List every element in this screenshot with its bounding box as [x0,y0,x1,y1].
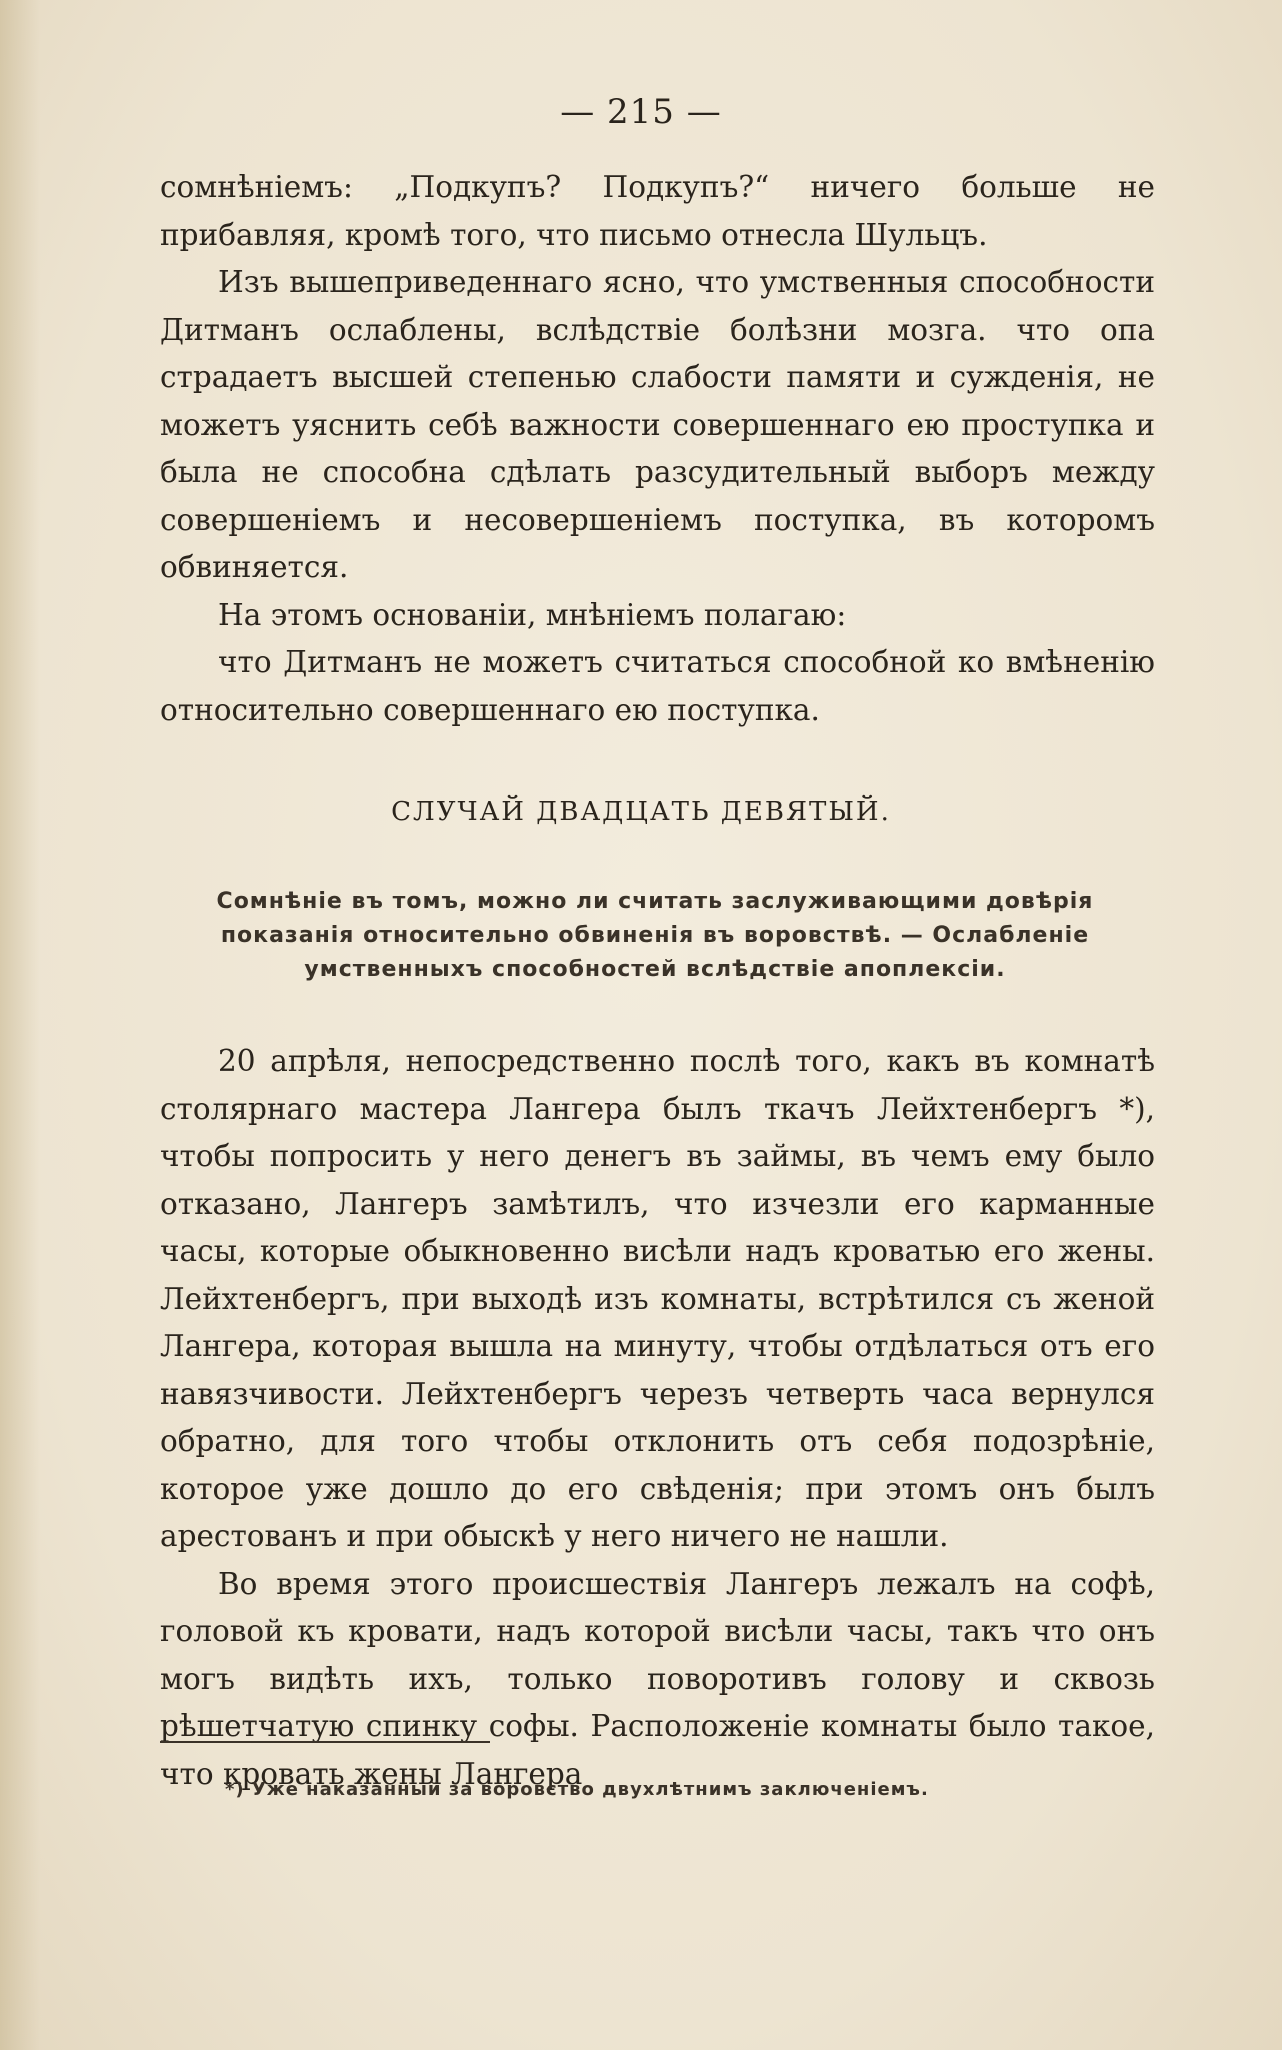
footnote-divider [160,1741,490,1743]
page-edge-shadow [0,0,40,2050]
chapter-subtitle: Сомнѣніе въ томъ, можно ли считать заслуживающими довѣрія показанія относительно обвиненія въ воровствѣ. — Ослабленіе умственныхъ способностей вслѣдствіе апоплексіи. [216,889,1094,982]
page-number: — 215 — [560,92,722,132]
case-text-block [160,1038,1155,1798]
paragraph-case-narrative: 20 апрѣля, непосредственно послѣ того, какъ въ комнатѣ столярнаго мастера Лангера былъ ткачъ Лейхтенбергъ *), чтобы попросить у него денегъ въ займы, въ чемъ ему было отказано, Лангеръ замѣтилъ, что изчезли его карманные часы, которые обыкновенно висѣли надъ кроватью его жены. Лейхтенбергъ, при выходѣ изъ комнаты, встрѣтился съ женой Лангера, которая вышла на минуту, чтобы отдѣлаться отъ его навязчивости. Лейхтенбергъ черезъ четверть часа вернулся обратно, для того чтобы отклонить отъ себя подозрѣніе, которое уже дошло до его свѣденія; при этомъ онъ былъ арестованъ и при обыскѣ у него ничего не нашли. [160,1044,1155,1553]
opinion-text-block [160,164,1155,734]
paragraph-verdict: что Дитманъ не можетъ считаться способной ко вмѣненію относительно совершеннаго ею поступка. [160,645,1155,727]
chapter-title: СЛУЧАЙ ДВАДЦАТЬ ДЕВЯТЫЙ. [391,797,891,827]
paragraph-continuation: сомнѣніемъ: „Подкупъ? Подкупъ?“ ничего больше не прибавляя, кромѣ того, что письмо отнесла Шульцъ. [160,170,1155,252]
footnote: *) Уже наказанный за воровство двухлѣтнимъ заключеніемъ. [225,1779,929,1800]
paragraph-case-circumstances: Во время этого происшествія Лангеръ лежалъ на софѣ, головой къ кровати, надъ которой висѣли часы, такъ что онъ могъ видѣть ихъ, только поворотивъ голову и сквозь рѣшетчатую спинку софы. Расположеніе комнаты было такое, что кровать жены Лангера [160,1566,1155,1791]
paragraph-opinion-intro: На этомъ основаніи, мнѣніемъ полагаю: [218,597,847,632]
paragraph-conclusion: Изъ вышеприведеннаго ясно, что умственныя способности Дитманъ ослаблены, вслѣдствіе болѣзни мозга. что опа страдаетъ высшей степенью слабости памяти и сужденія, не можетъ уяснить себѣ важности совершеннаго ею проступка и была не способна сдѣлать разсудительный выборъ между совершеніемъ и несовершеніемъ поступка, въ которомъ обвиняется. [160,265,1155,584]
